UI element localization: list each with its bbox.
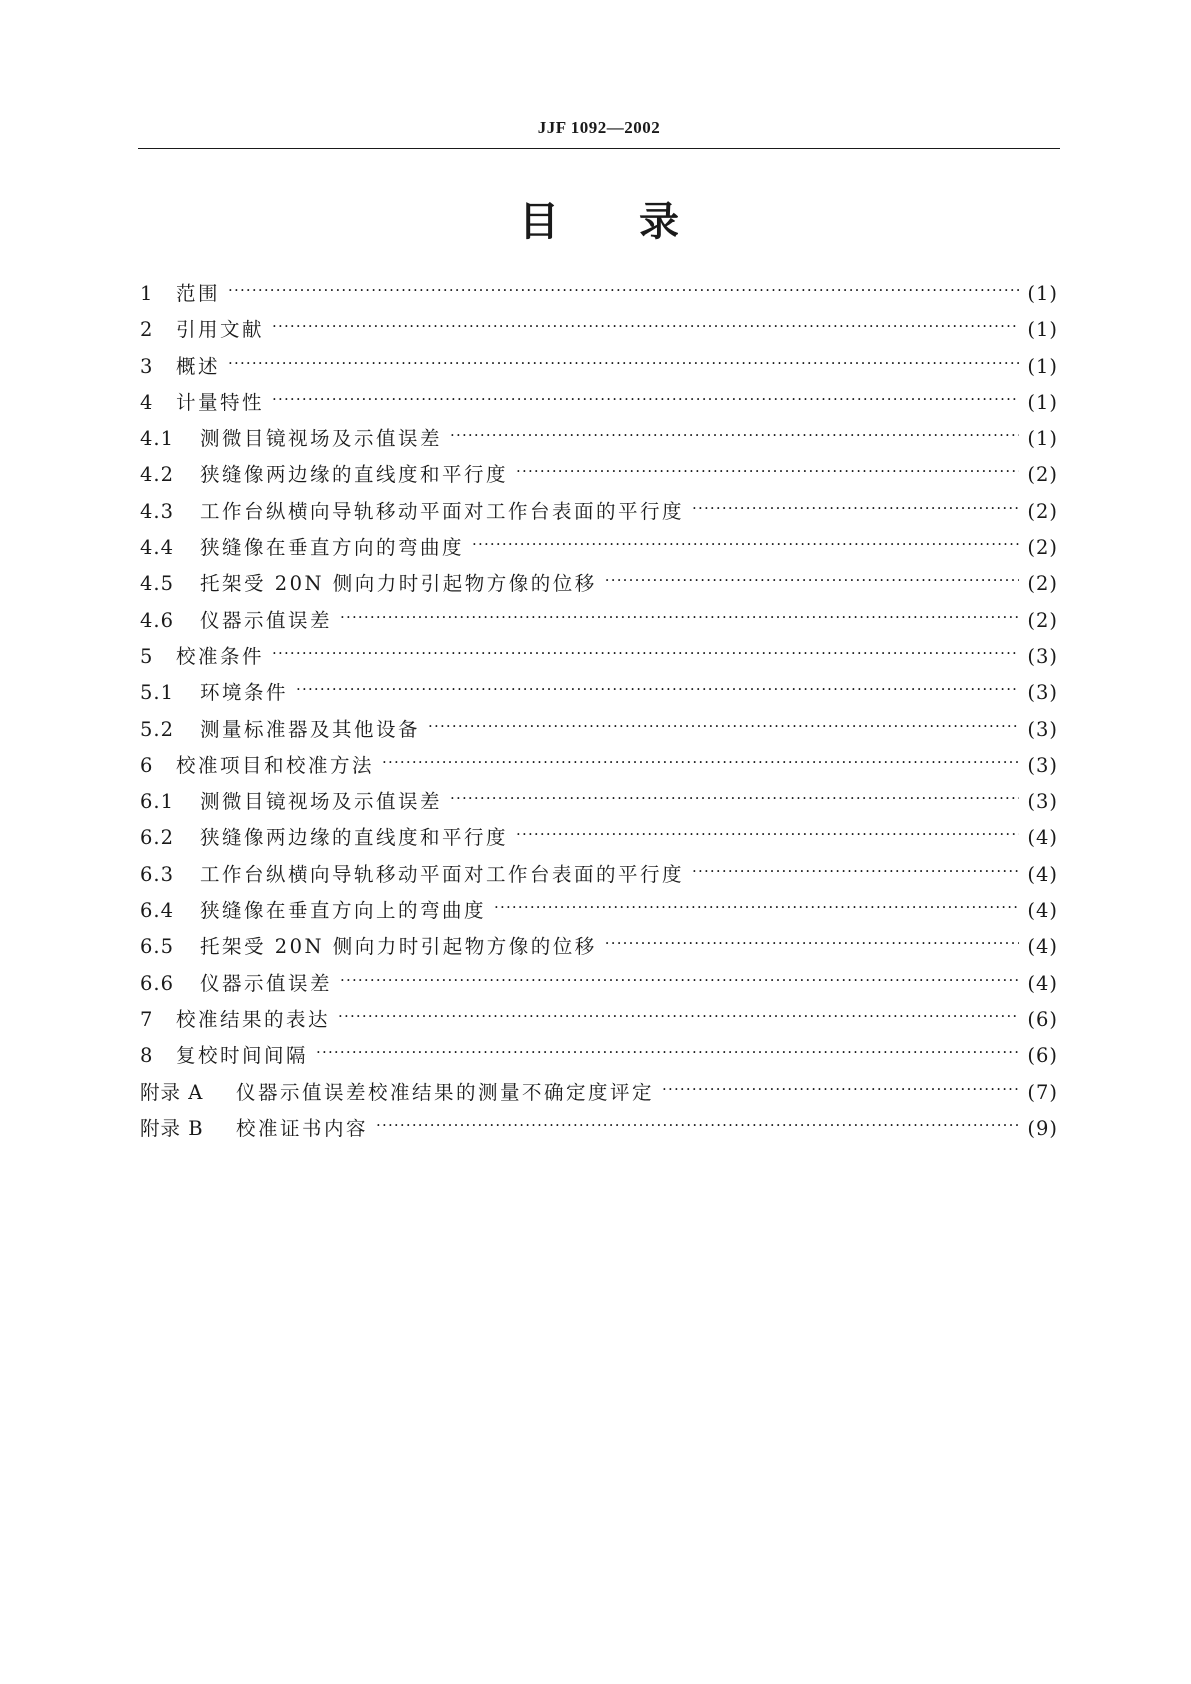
toc-entry[interactable] [140, 314, 1058, 350]
toc-dot-leader [450, 789, 1019, 809]
toc-entry-page: (3) [1027, 790, 1058, 814]
toc-entry-page: (6) [1027, 1007, 1058, 1031]
toc-dot-leader [338, 1007, 1019, 1027]
toc-entry-page: (1) [1027, 282, 1058, 305]
toc-entry-page: (1) [1027, 318, 1058, 342]
toc-entry-label: 仪器示值误差 [200, 608, 333, 632]
toc-entry-number: 2 [140, 318, 154, 342]
toc-dot-leader [272, 317, 1019, 337]
toc-dot-leader [472, 535, 1019, 555]
toc-entry-number: 6.1 [140, 790, 175, 814]
toc-entry[interactable] [140, 278, 1058, 314]
toc-entry[interactable] [140, 459, 1058, 495]
toc-entry[interactable] [140, 786, 1058, 822]
toc-entry-number: 6.3 [140, 862, 175, 886]
toc-entry-page: (1) [1027, 427, 1058, 451]
toc-entry-label: 仪器示值误差 [200, 971, 333, 995]
toc-entry-number: 1 [140, 282, 154, 305]
toc-entry-label: 引用文献 [176, 318, 265, 342]
toc-entry[interactable] [140, 568, 1058, 604]
toc-entry-page: (7) [1027, 1080, 1058, 1104]
toc-entry[interactable] [140, 677, 1058, 713]
toc-dot-leader [662, 1080, 1019, 1100]
toc-entry-number: 8 [140, 1044, 154, 1068]
toc-entry-number: 4.6 [140, 608, 175, 632]
toc-dot-leader [296, 680, 1019, 700]
toc-entry-label: 仪器示值误差校准结果的测量不确定度评定 [236, 1080, 655, 1104]
toc-entry-page: (3) [1027, 644, 1058, 668]
toc-dot-leader [382, 753, 1019, 773]
toc-entry-label: 工作台纵横向导轨移动平面对工作台表面的平行度 [200, 862, 685, 886]
table-of-contents [140, 278, 1058, 1149]
toc-entry-label: 狭缝像在垂直方向上的弯曲度 [200, 899, 487, 923]
toc-entry-label: 测微目镜视场及示值误差 [200, 427, 443, 451]
toc-entry-page: (2) [1027, 463, 1058, 487]
toc-entry-label: 环境条件 [200, 681, 289, 705]
toc-dot-leader [692, 499, 1019, 519]
toc-entry-number: 附录 B [140, 1116, 204, 1140]
toc-dot-leader [516, 825, 1019, 845]
toc-dot-leader [272, 644, 1019, 664]
toc-entry-page: (6) [1027, 1044, 1058, 1068]
toc-entry[interactable] [140, 351, 1058, 387]
toc-entry-number: 4.5 [140, 572, 175, 596]
toc-dot-leader [692, 862, 1019, 882]
toc-dot-leader [340, 608, 1019, 628]
toc-entry-page: (1) [1027, 354, 1058, 378]
page-title [138, 196, 1060, 248]
toc-entry[interactable] [140, 1004, 1058, 1040]
toc-entry-page: (2) [1027, 572, 1058, 596]
toc-dot-leader [316, 1043, 1019, 1063]
toc-dot-leader [340, 971, 1019, 991]
toc-entry-label: 托架受 20N 侧向力时引起物方像的位移 [200, 935, 597, 959]
toc-entry-label: 托架受 20N 侧向力时引起物方像的位移 [200, 572, 597, 596]
toc-entry-page: (4) [1027, 899, 1058, 923]
toc-entry[interactable] [140, 895, 1058, 931]
toc-entry-label: 校准证书内容 [236, 1116, 369, 1140]
toc-entry-page: (3) [1027, 753, 1058, 777]
toc-entry[interactable] [140, 641, 1058, 677]
toc-entry-number: 3 [140, 354, 154, 378]
toc-entry[interactable] [140, 968, 1058, 1004]
toc-entry-label: 概述 [176, 354, 221, 378]
toc-entry[interactable] [140, 1077, 1058, 1113]
toc-dot-leader [228, 281, 1019, 301]
toc-entry-number: 5.1 [140, 681, 175, 705]
toc-entry-label: 范围 [176, 282, 221, 305]
toc-entry-label: 狭缝像两边缘的直线度和平行度 [200, 826, 509, 850]
toc-dot-leader [428, 717, 1019, 737]
toc-entry-page: (1) [1027, 390, 1058, 414]
toc-entry-number: 附录 A [140, 1080, 204, 1104]
toc-entry-number: 4 [140, 390, 154, 414]
toc-entry[interactable] [140, 1040, 1058, 1076]
toc-entry-number: 6 [140, 753, 154, 777]
toc-entry[interactable] [140, 423, 1058, 459]
toc-dot-leader [494, 898, 1019, 918]
toc-entry[interactable] [140, 714, 1058, 750]
toc-entry-label: 校准结果的表达 [176, 1007, 331, 1031]
toc-entry[interactable] [140, 532, 1058, 568]
toc-entry-label: 测量标准器及其他设备 [200, 717, 421, 741]
toc-entry-page: (2) [1027, 608, 1058, 632]
toc-dot-leader [228, 354, 1019, 374]
title-char-2: 录 [639, 199, 679, 245]
toc-entry[interactable] [140, 496, 1058, 532]
toc-entry-page: (4) [1027, 826, 1058, 850]
toc-entry-number: 4.3 [140, 499, 175, 523]
toc-entry[interactable] [140, 387, 1058, 423]
toc-entry-page: (4) [1027, 935, 1058, 959]
toc-entry[interactable] [140, 822, 1058, 858]
toc-entry[interactable] [140, 750, 1058, 786]
toc-entry-number: 6.4 [140, 899, 175, 923]
toc-entry-page: (2) [1027, 536, 1058, 560]
toc-entry[interactable] [140, 931, 1058, 967]
toc-dot-leader [376, 1116, 1019, 1136]
toc-dot-leader [605, 934, 1020, 954]
toc-entry-page: (2) [1027, 499, 1058, 523]
toc-entry-number: 4.1 [140, 427, 175, 451]
document-code-header: JJF 1092—2002 [537, 118, 661, 137]
toc-dot-leader [272, 390, 1019, 410]
toc-entry[interactable] [140, 859, 1058, 895]
header-divider [138, 148, 1060, 149]
toc-entry-label: 校准条件 [176, 644, 265, 668]
toc-entry-number: 5.2 [140, 717, 175, 741]
toc-entry[interactable] [140, 1113, 1058, 1149]
toc-entry-page: (4) [1027, 862, 1058, 886]
title-char-1: 目 [519, 199, 559, 245]
toc-entry-page: (3) [1027, 717, 1058, 741]
toc-entry-label: 狭缝像在垂直方向的弯曲度 [200, 536, 465, 560]
toc-entry-number: 4.2 [140, 463, 175, 487]
toc-entry-page: (3) [1027, 681, 1058, 705]
toc-entry[interactable] [140, 605, 1058, 641]
toc-entry-label: 复校时间间隔 [176, 1044, 309, 1068]
toc-entry-number: 5 [140, 644, 154, 668]
toc-entry-label: 校准项目和校准方法 [176, 753, 375, 777]
toc-entry-number: 6.2 [140, 826, 175, 850]
toc-entry-number: 4.4 [140, 536, 175, 560]
toc-entry-page: (4) [1027, 971, 1058, 995]
toc-entry-number: 6.5 [140, 935, 175, 959]
toc-dot-leader [450, 426, 1019, 446]
toc-entry-page: (9) [1027, 1116, 1058, 1140]
toc-entry-number: 7 [140, 1007, 154, 1031]
toc-entry-label: 狭缝像两边缘的直线度和平行度 [200, 463, 509, 487]
toc-entry-label: 测微目镜视场及示值误差 [200, 790, 443, 814]
toc-entry-label: 工作台纵横向导轨移动平面对工作台表面的平行度 [200, 499, 685, 523]
toc-entry-number: 6.6 [140, 971, 175, 995]
toc-entry-label: 计量特性 [176, 390, 265, 414]
toc-dot-leader [516, 462, 1019, 482]
toc-dot-leader [605, 571, 1020, 591]
